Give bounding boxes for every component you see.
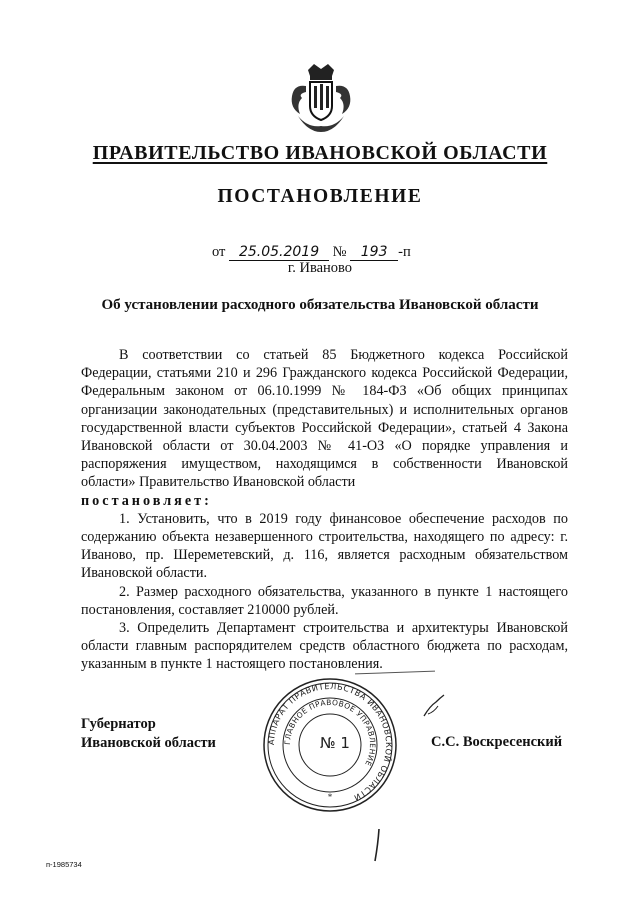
item-paragraph-3: 3. Определить Департамент строительства и архитектуры Ивановской области главным распорядителем средств областного бюджета по расходам, указанным в пункте 1 настоящего постановления. — [81, 620, 568, 673]
preamble-text: В соответствии со статьей 85 Бюджетного кодекса Российской Федерации, статьями 210 и 296 Гражданского кодекса Российской Федерации, Федеральным законом от 06.10.1999 № 184-ФЗ «Об общих принципах организации законодательных (представительных) и исполнительных органов государственной власти субъектов Российской Федерации», статьей 4 Закона Ивановской области от 30.04.2003 № 41-ОЗ «О порядке управления и распоряжения имуществом, находящимся в собственности Ивановской области» Правительство Ивановской области — [81, 347, 568, 491]
signatory-name: С.С. Воскресенский — [431, 734, 563, 750]
city: г. Иваново — [287, 260, 353, 276]
pen-mark — [372, 828, 382, 862]
signature-mark — [420, 692, 450, 720]
registration-line — [212, 244, 411, 261]
number-prefix: № — [332, 244, 347, 260]
document-date: 25.05.2019 — [229, 244, 329, 261]
document-body — [81, 346, 568, 674]
stamp-number: № 1 — [320, 734, 350, 752]
item-paragraph-2: 2. Размер расходного обязательства, указанного в пункте 1 настоящего постановления, составляет 210000 рублей. — [81, 583, 568, 618]
document-type: ПОСТАНОВЛЕНИЕ — [217, 186, 423, 207]
position-line-2: Ивановской области — [81, 735, 216, 751]
item-paragraph-1: 1. Установить, что в 2019 году финансовое обеспечение расходов по содержанию объекта незавершенного строительства, находящего по адресу: г. Иваново, пр. Шереметевский, д. 116, является расходным обязательством Ивановской области. — [81, 510, 568, 582]
document-code: п-1985734 — [46, 860, 82, 869]
svg-text:*: * — [327, 792, 333, 802]
government-name: ПРАВИТЕЛЬСТВО ИВАНОВСКОЙ ОБЛАСТИ — [92, 142, 548, 164]
document-subject: Об установлении расходного обязательства Ивановской области — [101, 297, 539, 313]
document-number: 193 — [350, 244, 398, 261]
preamble-paragraph — [81, 346, 568, 510]
stamp-outer-text: АППАРАТ ПРАВИТЕЛЬСТВА ИВАНОВСКОЙ ОБЛАСТИ — [265, 680, 395, 804]
stamp-inner-text: ГЛАВНОЕ ПРАВОВОЕ УПРАВЛЕНИЕ — [282, 697, 378, 768]
position-line-1: Губернатор — [81, 716, 156, 732]
resolves-word: постановляет: — [81, 492, 212, 509]
signatory-position — [81, 715, 216, 753]
coat-of-arms-icon — [286, 62, 356, 134]
number-suffix: -п — [398, 244, 411, 260]
date-prefix: от — [212, 244, 226, 260]
